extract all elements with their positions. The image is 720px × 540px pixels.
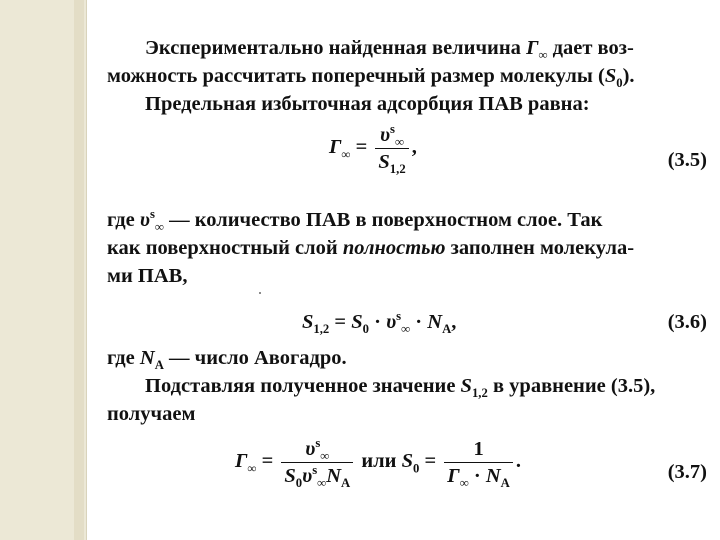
equals-sign: = xyxy=(419,450,437,473)
equals-sign: = xyxy=(256,450,274,473)
n-symbol: N xyxy=(326,465,342,487)
paragraph-3-line-3 xyxy=(107,262,187,290)
text: Предельная избыточная адсорбция ПАВ равна: xyxy=(145,93,590,115)
s-symbol: S xyxy=(401,450,413,473)
subscript: 1,2 xyxy=(389,162,406,177)
text: дает воз- xyxy=(547,37,634,59)
superscript: s xyxy=(390,122,395,137)
equation-3-7 xyxy=(235,436,521,489)
v-symbol: υ xyxy=(139,209,150,231)
infinity-subscript: ∞ xyxy=(341,147,351,162)
v-symbol: υ xyxy=(305,438,316,460)
infinity-subscript: ∞ xyxy=(247,461,257,476)
denominator xyxy=(375,148,408,175)
paragraph-3-line-1 xyxy=(107,206,602,234)
superscript: s xyxy=(312,463,318,478)
subscript: A xyxy=(154,358,164,373)
fraction-right xyxy=(444,436,513,489)
paragraph-1-line-2 xyxy=(107,62,635,90)
gamma-symbol: Γ xyxy=(329,136,342,159)
text: — число Авогадро. xyxy=(163,347,347,369)
equation-number-3-6: (3.6) xyxy=(667,311,707,333)
fraction-left xyxy=(281,436,353,489)
subscript: 0 xyxy=(295,476,303,491)
emphasis: полностью xyxy=(342,237,446,259)
equation-number-3-5: (3.5) xyxy=(667,149,707,171)
subscript: 0 xyxy=(362,322,369,337)
gamma-symbol: Γ xyxy=(447,465,460,487)
margin-stripe xyxy=(74,0,84,540)
numerator xyxy=(377,122,407,148)
equation-3-6 xyxy=(302,308,456,336)
multiplication-dot: · xyxy=(369,311,387,333)
denominator xyxy=(444,462,513,489)
v-symbol: υ xyxy=(386,311,397,333)
paragraph-3-line-2 xyxy=(107,234,634,262)
s-symbol: S xyxy=(604,65,617,87)
subscript: 0 xyxy=(616,76,623,91)
superscript: s xyxy=(315,436,321,451)
equals-sign: = xyxy=(329,311,352,333)
n-symbol: N xyxy=(427,311,443,333)
s-symbol: S xyxy=(351,311,363,333)
text: ми ПАВ, xyxy=(107,265,188,287)
period: . xyxy=(515,450,521,473)
conjunction-or: или xyxy=(356,450,402,473)
fraction xyxy=(375,122,408,175)
text: можность рассчитать поперечный размер молекулы ( xyxy=(107,65,605,87)
infinity-subscript: ∞ xyxy=(401,322,411,337)
n-symbol: N xyxy=(139,347,155,369)
paragraph-1-line-1 xyxy=(145,34,634,62)
text: в уравнение (3.5), xyxy=(487,375,656,397)
denominator xyxy=(281,462,353,489)
paragraph-5-line-1 xyxy=(145,372,655,400)
text: Подставляя полученное значение xyxy=(145,375,461,397)
subscript: 0 xyxy=(413,461,420,476)
infinity-subscript: ∞ xyxy=(317,476,327,491)
s-symbol: S xyxy=(378,151,390,173)
subscript: 1,2 xyxy=(313,322,330,337)
text: как поверхностный слой xyxy=(107,237,343,259)
v-symbol: υ xyxy=(302,465,313,487)
equation-3-5 xyxy=(329,122,417,175)
equation-number-3-7: (3.7) xyxy=(667,461,707,483)
paragraph-2 xyxy=(145,90,590,118)
document-page xyxy=(107,18,707,528)
gamma-symbol: Γ xyxy=(235,450,248,473)
left-margin-band xyxy=(0,0,87,540)
paragraph-5-line-2 xyxy=(107,400,195,428)
subscript: A xyxy=(341,476,351,491)
numerator: 1 xyxy=(473,438,484,460)
s-symbol: S xyxy=(284,465,296,487)
subscript: A xyxy=(442,322,452,337)
subscript: 1,2 xyxy=(471,386,488,401)
paragraph-4 xyxy=(107,344,347,372)
subscript: A xyxy=(500,476,510,491)
text: Экспериментально найденная величина xyxy=(145,37,527,59)
superscript: s xyxy=(149,207,155,222)
gamma-symbol: Γ xyxy=(526,37,539,59)
superscript: s xyxy=(396,309,402,324)
infinity-subscript: ∞ xyxy=(395,135,405,150)
comma: , xyxy=(411,136,417,159)
infinity-subscript: ∞ xyxy=(320,449,330,464)
text: где xyxy=(107,209,140,231)
n-symbol: N xyxy=(485,465,501,487)
comma: , xyxy=(451,311,457,333)
text: где xyxy=(107,347,140,369)
text: получаем xyxy=(107,403,196,425)
multiplication-dot: · xyxy=(468,465,486,487)
scan-speck xyxy=(259,292,261,294)
s-symbol: S xyxy=(302,311,314,333)
text: — количество ПАВ в поверхностном слое. Так xyxy=(163,209,603,231)
text: заполнен молекула- xyxy=(445,237,635,259)
equals-sign: = xyxy=(355,136,368,159)
s-symbol: S xyxy=(460,375,472,397)
text: ). xyxy=(622,65,635,87)
numerator xyxy=(302,436,332,462)
infinity-subscript: ∞ xyxy=(459,476,469,491)
infinity-subscript: ∞ xyxy=(154,220,164,235)
infinity-subscript: ∞ xyxy=(538,48,548,63)
v-symbol: υ xyxy=(380,124,391,146)
multiplication-dot: · xyxy=(410,311,428,333)
